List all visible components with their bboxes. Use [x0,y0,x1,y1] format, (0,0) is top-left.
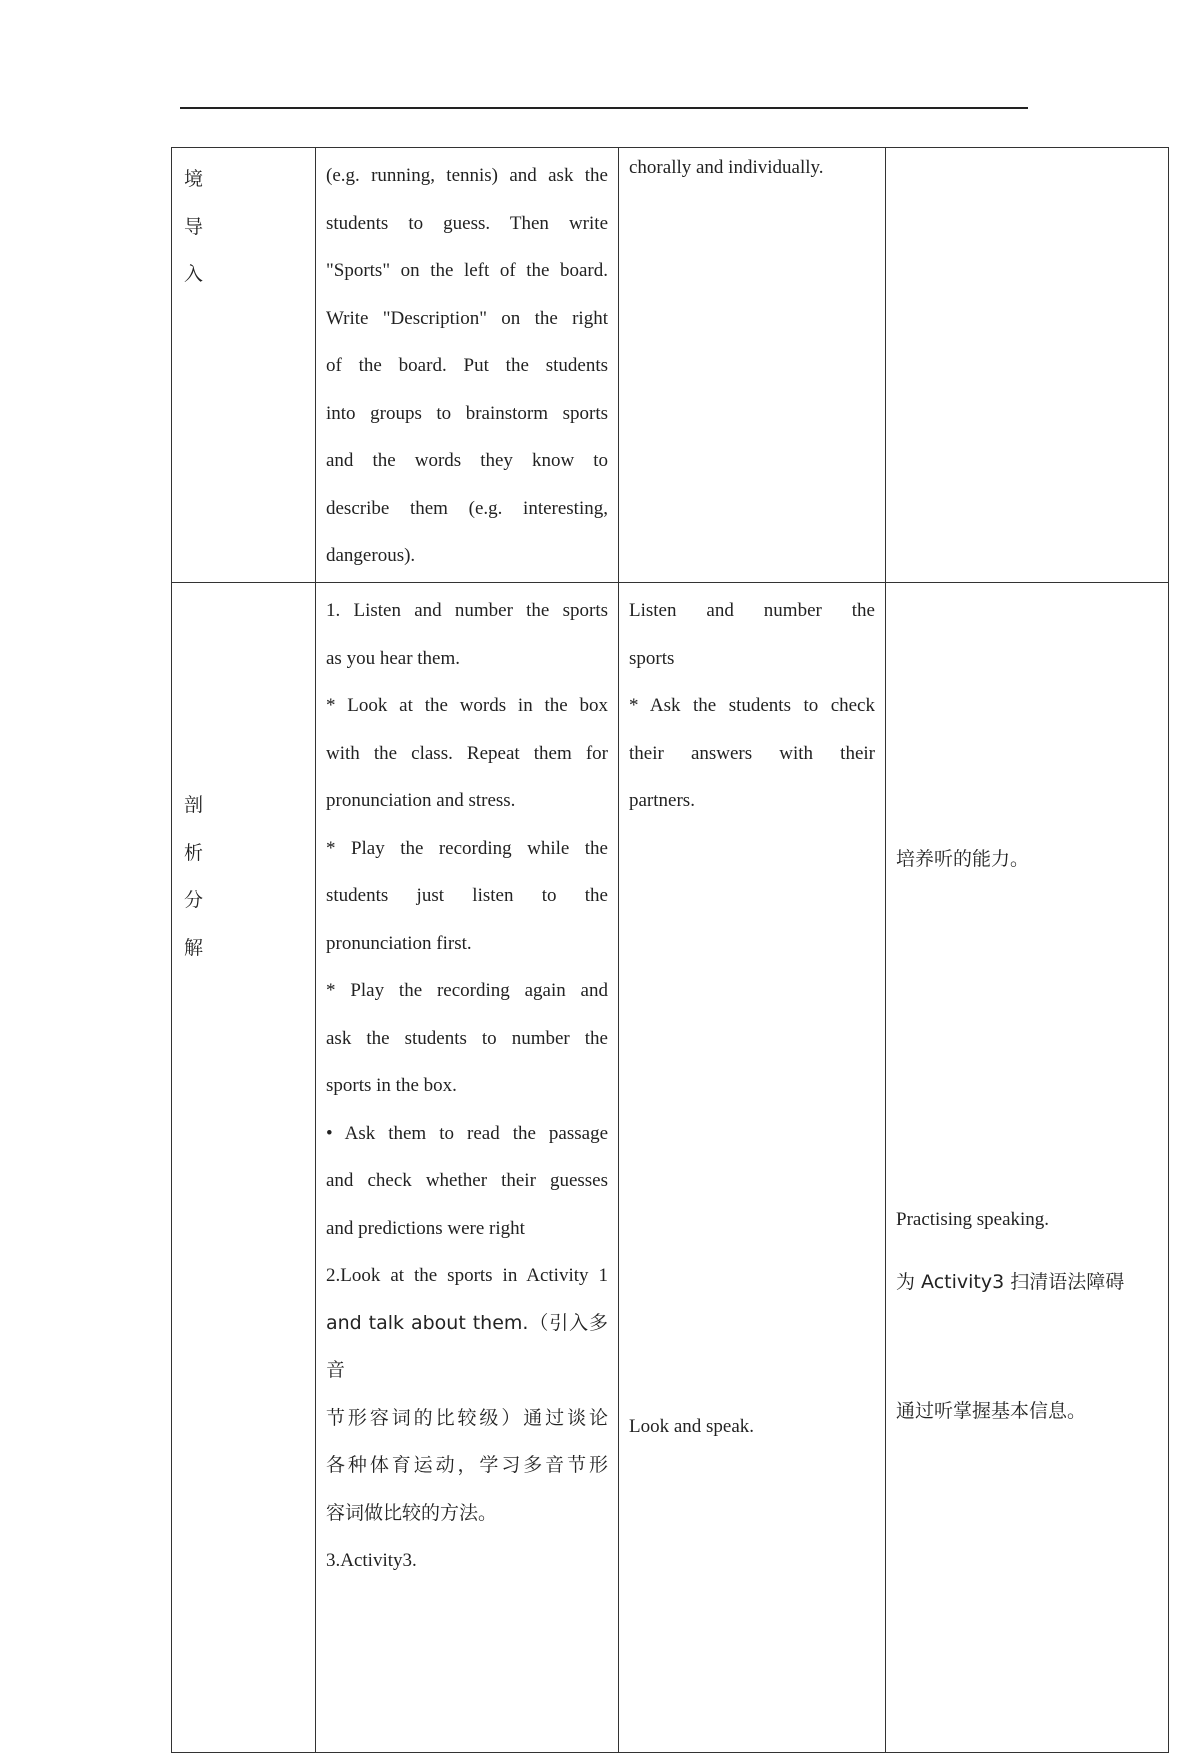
text-line: and talk about them.（引入多音 [326,1311,608,1381]
student-activity-cell-analysis [619,583,886,1753]
text-line: and predictions were right [326,1217,525,1239]
text-line: Write "Description" on the right [326,307,608,329]
text-line: * Ask the students to check [629,695,875,716]
text-line: ask the students to number the [326,1027,608,1049]
text-line: 各种体育运动，学习多音节形 [326,1454,608,1476]
stage-char: 分 [184,889,204,911]
purpose-cell-analysis [886,583,1169,1753]
text-line: sports in the box. [326,1075,457,1096]
teacher-activity-cell-intro [316,148,619,583]
stage-char: 解 [184,936,204,959]
text-line: students just listen to the [326,885,608,906]
purpose-cell-intro [886,148,1169,583]
text-line: into groups to brainstorm sports [326,402,608,424]
stage-char: 导 [184,215,204,238]
stage-char: 入 [184,263,204,285]
look-and-speak: Look and speak. [629,1416,755,1437]
text-line: 3.Activity3. [326,1550,417,1571]
text-line: Listen and number the [629,600,875,621]
text-line: chorally and individually. [629,157,824,178]
text-line: dangerous). [326,545,416,566]
stage-char: 境 [184,168,204,190]
text-line: 1. Listen and number the sports [326,600,608,621]
text-line: with the class. Repeat them for [326,742,608,764]
text-line: (e.g. running, tennis) and ask the [326,165,608,186]
purpose-note-speaking: Practising speaking. [896,1209,1050,1230]
text-line: pronunciation first. [326,932,472,954]
text-line: sports [629,647,675,669]
stage-char: 析 [184,841,204,864]
teacher-activity-cell-analysis [316,583,619,1753]
stage-cell-analysis [172,583,316,1753]
purpose-note-listening: 培养听的能力。 [896,848,1030,870]
header-rule [180,107,1028,109]
text-line: as you hear them. [326,647,461,669]
text-line: * Play the recording while the [326,837,608,859]
student-activity-cell-intro [619,148,886,583]
text-line: * Look at the words in the box [326,695,608,716]
purpose-note-grammar: 为 Activity3 扫清语法障碍 [896,1271,1125,1293]
text-line: pronunciation and stress. [326,790,516,811]
text-line: students to guess. Then write [326,212,608,234]
text-line: describe them (e.g. interesting, [326,497,608,519]
table-row-analysis [172,583,1169,1753]
text-line: 2.Look at the sports in Activity 1 [326,1265,608,1286]
lesson-plan-table [171,147,1169,1753]
text-line: and the words they know to [326,450,608,471]
text-line: their answers with their [629,742,875,764]
text-line: "Sports" on the left of the board. [326,260,608,281]
stage-cell-intro [172,148,316,583]
purpose-note-info: 通过听掌握基本信息。 [896,1400,1087,1422]
text-line: 节形容词的比较级）通过谈论 [326,1406,608,1429]
text-line: of the board. Put the students [326,355,608,376]
stage-char: 剖 [184,794,204,816]
text-line: • Ask them to read the passage [326,1122,608,1144]
text-line: partners. [629,790,695,811]
text-line: 容词做比较的方法。 [326,1501,498,1524]
table-row-intro [172,148,1169,583]
text-line: and check whether their guesses [326,1170,608,1191]
text-line: * Play the recording again and [326,980,608,1001]
